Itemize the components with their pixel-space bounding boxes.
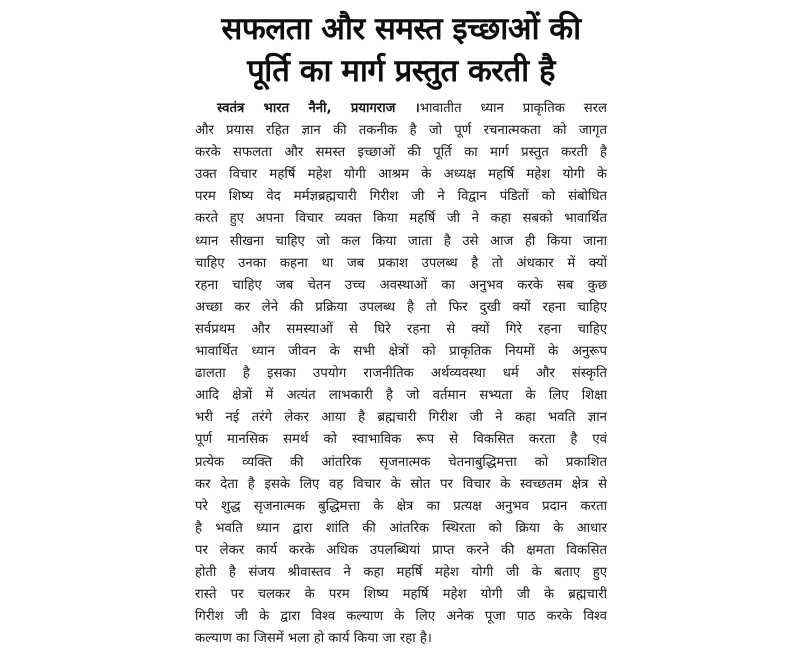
body-line: भरी नई तरंगे लेकर आया है ब्रह्मचारी गिरीश जी ने कहा भवति ज्ञान xyxy=(195,410,607,426)
body-line: परम शिष्य वेद मर्मज्ञब्रह्मचारी गिरीश जी ने विद्वान पंडितों को संबोधित xyxy=(195,189,607,205)
body-line: प्रत्येक व्यक्ति की आंतरिक सृजनात्मक चेतनाबुद्धिमत्ता को प्रकाशित xyxy=(195,454,607,470)
newspaper-clipping xyxy=(195,8,607,647)
body-line: पूर्ण मानसिक समर्थ को स्वाभाविक रूप से विकसित करता है एवं xyxy=(195,432,607,448)
body-line: ढालता है इसका उपयोग राजनीतिक अर्थव्यवस्था धर्म और संस्कृति xyxy=(195,366,607,382)
body-line-1 xyxy=(195,98,607,120)
body-line: परे शुद्ध सृजनात्मक बुद्धिमत्ता के क्षेत्र का प्रत्यक्ष अनुभव प्रदान करता xyxy=(195,498,607,514)
body-line: ध्यान सीखना चाहिए जो कल किया जाता है उसे आज ही किया जाना xyxy=(195,233,607,249)
headline xyxy=(195,8,607,92)
article-body xyxy=(195,98,607,650)
body-line: सर्वप्रथम और समस्याओं से घिरे रहना से क्यों गिरे रहना चाहिए xyxy=(195,321,607,337)
dateline: स्वतंत्र भारत नैनी, प्रयागराज । xyxy=(217,101,420,116)
body-line: उक्त विचार महर्षि महेश योगी आश्रम के अध्यक्ष महर्षि महेश योगी के xyxy=(195,167,607,183)
body-line: करके सफलता और समस्त इच्छाओं की पूर्ति का मार्ग प्रस्तुत करती है xyxy=(195,145,607,161)
body-line: चाहिए उनका कहना था जब प्रकाश उपलब्ध है तो अंधकार में क्यों xyxy=(195,255,607,271)
body-line-last: कल्याण का जिसमें भला हो कार्य किया जा रहा है। xyxy=(195,631,432,647)
body-line-1-text: भावातीत ध्यान प्राकृतिक सरल xyxy=(419,101,607,116)
body-line: और प्रयास रहित ज्ञान की तकनीक है जो पूर्ण रचनात्मकता को जागृत xyxy=(195,123,607,139)
body-line: पर लेकर कार्य करके अधिक उपलब्धियां प्राप्त करने की क्षमता विकसित xyxy=(195,542,607,558)
body-line: आदि क्षेत्रों में अत्यंत लाभकारी है जो वर्तमान सभ्यता के लिए शिक्षा xyxy=(195,388,607,404)
body-line: रहना चाहिए जब चेतन उच्च अवस्थाओं का अनुभव करके सब कुछ xyxy=(195,277,607,293)
body-line: है भवति ध्यान द्वारा शांति की आंतरिक स्थिरता को क्रिया के आधार xyxy=(195,520,607,536)
body-line: कर देता है इसके लिए वह विचार के स्रोत पर विचार के स्वच्छतम क्षेत्र से xyxy=(195,476,607,492)
body-line: अच्छा कर लेने की प्रक्रिया उपलब्ध है तो फिर दुखी क्यों रहना चाहिए xyxy=(195,299,607,315)
headline-line-2: पूर्ति का मार्ग प्रस्तुत करती है xyxy=(247,53,555,89)
body-line: होती है संजय श्रीवास्तव ने कहा महर्षि महेश योगी जी के बताए हुए xyxy=(195,564,607,580)
body-line: गिरीश जी के द्वारा विश्व कल्याण के लिए अनेक पूजा पाठ करके विश्व xyxy=(195,609,607,625)
body-line: करते हुए अपना विचार व्यक्त किया महर्षि जी ने कहा सबको भावार्थित xyxy=(195,211,607,227)
headline-line-1: सफलता और समस्त इच्छाओं की xyxy=(221,11,581,47)
body-line: रास्ते पर चलकर के परम शिष्य महर्षि महेश योगी जी के ब्रह्मचारी xyxy=(195,587,607,603)
body-line: भावार्थित ध्यान जीवन के सभी क्षेत्रों को प्राकृतिक नियमों के अनुरूप xyxy=(195,344,607,360)
